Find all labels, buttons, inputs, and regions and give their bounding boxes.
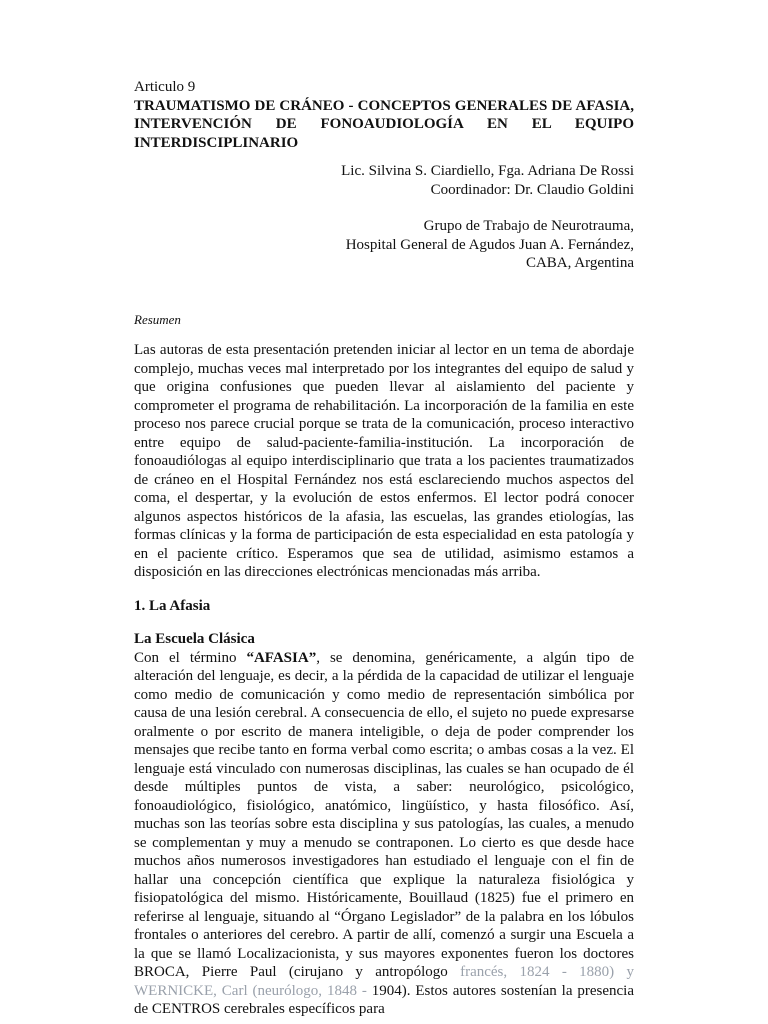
- affiliation: [134, 217, 634, 273]
- abstract-label: Resumen: [134, 311, 181, 327]
- affiliation-line-1: Grupo de Trabajo de Neurotrauma,: [423, 218, 634, 234]
- authors-line: [134, 162, 634, 199]
- affiliation-line-3: CABA, Argentina: [525, 255, 634, 271]
- coordinator: Coordinador: Dr. Claudio Goldini: [430, 181, 634, 198]
- subsection-heading: La Escuela Clásica: [134, 631, 255, 647]
- paragraph-intro: Con el término: [134, 649, 247, 666]
- article-title: TRAUMATISMO DE CRÁNEO - CONCEPTOS GENERALES DE AFASIA, INTERVENCIÓN DE FONOAUDIOLOGÍA EN EL EQUIPO INTERDISCIPLINARIO: [134, 97, 634, 151]
- affiliation-line-2: Hospital General de Agudos Juan A. Fernández,: [345, 236, 634, 253]
- aphasia-term: “AFASIA”: [246, 649, 317, 666]
- abstract-text: Las autoras de esta presentación pretenden iniciar al lector en un tema de abordaje complejo, muchas veces mal interpretado por los integrantes del equipo de salud y que origina confusiones que pueden llevar al aislamiento del paciente y comprometer el programa de rehabilitación. La incorporación de la familia en este proceso nos parece crucial porque se trata de la comunicación, proceso interactivo entre equipo de salud-paciente-familia-institución. La incorporación de fonoaudiólogas al equipo interdisciplinario que trata a los pacientes traumatizados de cráneo en el Hospital Fernández nos está esclareciendo muchos aspectos del coma, el despertar, y la evolución de estos enfermos. El lector podrá conocer algunos aspectos históricos de la afasia, las escuelas, las grandes etiologías, las formas clínicas y la forma de participación de esta especialidad en esta patología y en el paciente crítico. Esperamos que sea de utilidad, asimismo estamos a disposición en las direcciones electrónicas mencionadas más arriba.: [134, 342, 634, 580]
- article-number: Articulo 9: [134, 79, 196, 95]
- paragraph-tail: 1904). Estos autores sostenían la presencia de CENTROS cerebrales específicos para: [134, 982, 634, 1017]
- body-paragraph: [134, 649, 634, 1019]
- section-heading: 1. La Afasia: [134, 597, 211, 614]
- paragraph-faded-text: francés, 1824 - 1880) y WERNICKE, Carl (neurólogo, 1848 -: [134, 964, 634, 999]
- document-body: [134, 78, 634, 1019]
- paragraph-body: , se denomina, genéricamente, a algún tipo de alteración del lenguaje, es decir, a la pérdida de la capacidad de utilizar el lenguaje como medio de comunicación y como medio de representación simbólica por causa de una lesión cerebral. A consecuencia de ello, el sujeto no puede expresarse oralmente o por escrito de manera inteligible, o deja de poder comprender los mensajes que recibe tanto en forma verbal como escrita; o ambas cosas a la vez. El lenguaje está vinculado con numerosas disciplinas, las cuales se han ocupado de él desde múltiples puntos de vista, a saber: neurológico, psicológico, fonoaudiológico, fisiológico, anatómico, lingüístico, y hasta filosófico. Así, muchas son las teorías sobre esta disciplina y sus patologías, las cuales, a menudo se complementan y muy a menudo se contraponen. Lo cierto es que desde hace muchos años numerosos investigadores han estudiado el lenguaje con el fin de hallar una concepción científica que explique la naturaleza fisiológica y fisiopatológica del mismo. Históricamente, Bouillaud (1825) fue el primero en referirse al lenguaje, situando al “Órgano Legislador” de la palabra en los lóbulos frontales o anteriores del cerebro. A partir de allí, comenzó a surgir una Escuela a la que se llamó Localizacionista, y sus mayores exponentes fueron los doctores BROCA, Pierre Paul (cirujano y antropólogo: [134, 649, 634, 980]
- authors: Lic. Silvina S. Ciardiello, Fga. Adriana De Rossi: [341, 163, 634, 179]
